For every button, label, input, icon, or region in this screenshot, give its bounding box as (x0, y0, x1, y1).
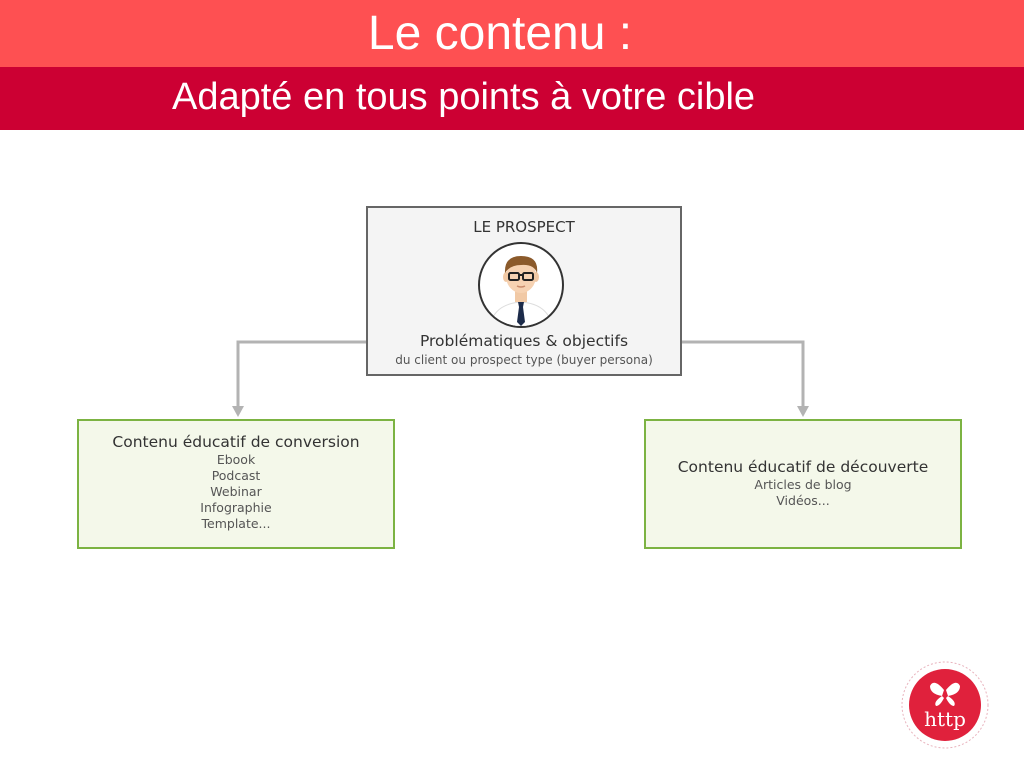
conversion-content (79, 433, 393, 532)
conversion-title: Contenu éducatif de conversion (112, 433, 360, 451)
discovery-content (646, 458, 960, 509)
prospect-title: LE PROSPECT (473, 218, 575, 236)
list-item: Podcast (211, 468, 261, 483)
arrow-down-right-icon (797, 406, 809, 417)
prospect-box (366, 206, 682, 376)
logo-text: http (924, 707, 966, 731)
list-item: Vidéos... (776, 493, 830, 508)
list-item: Infographie (200, 500, 272, 515)
list-item: Template... (201, 516, 271, 531)
prospect-heading: Problématiques & objectifs (419, 332, 629, 350)
person-with-glasses-icon (478, 242, 564, 328)
list-item: Webinar (210, 484, 262, 499)
connector-left (238, 342, 366, 412)
connector-right (682, 342, 803, 412)
arrow-down-left-icon (232, 406, 244, 417)
slide-title: Le contenu : (367, 7, 633, 60)
slide-subtitle: Adapté en tous points à votre cible (172, 76, 756, 118)
discovery-content-box (644, 419, 962, 549)
discovery-title: Contenu éducatif de découverte (677, 458, 929, 476)
http-logo (900, 660, 990, 750)
list-item: Articles de blog (754, 477, 852, 492)
conversion-content-box (77, 419, 395, 549)
list-item: Ebook (216, 452, 256, 467)
prospect-description: du client ou prospect type (buyer persona) (395, 353, 653, 367)
